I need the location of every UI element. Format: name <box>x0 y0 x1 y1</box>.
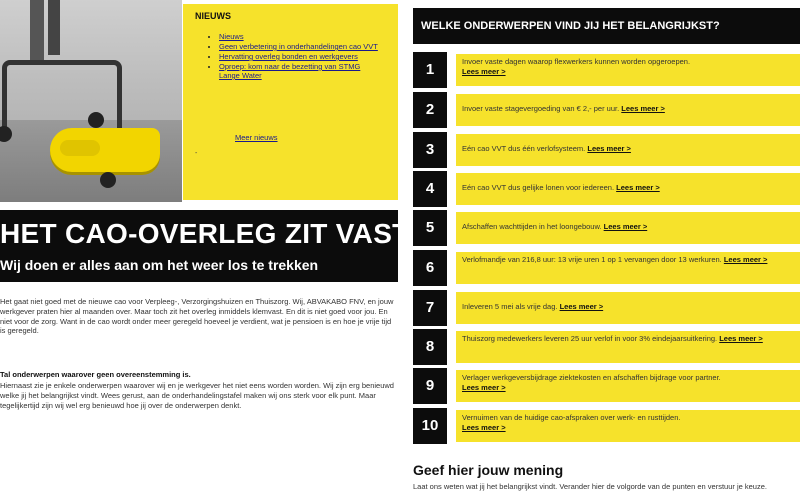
topic-box <box>456 94 800 126</box>
read-more-link[interactable]: Lees meer > <box>616 183 660 192</box>
topic-text: Verlager werkgeversbijdrage ziektekosten en afschaffen bijdrage voor partner. <box>462 373 721 382</box>
topic-text: Verlofmandje van 216,8 uur: 13 vrije uren 1 op 1 vervangen door 13 werkuren. <box>462 255 722 264</box>
more-news-link[interactable]: Meer nieuws <box>235 133 278 142</box>
read-more-link[interactable]: Lees meer > <box>603 222 648 231</box>
topic-box <box>456 410 800 442</box>
read-more-link[interactable]: Lees meer > <box>462 382 506 392</box>
topic-number: 4 <box>413 171 447 207</box>
intro-subheading: Tal onderwerpen waarover geen overeenstemming is. <box>0 370 191 379</box>
news-link[interactable]: Nieuws <box>219 32 244 41</box>
topic-box <box>456 331 800 363</box>
topic-number: 6 <box>413 250 447 286</box>
topic-row <box>413 250 800 286</box>
opinion-text: Laat ons weten wat jij het belangrijkst vindt. Verander hier de volgorde van de punten en verstuur je keuze. <box>413 482 767 491</box>
photo-wheel <box>100 172 116 188</box>
topic-text: Eén cao VVT dus gelijke lonen voor iedereen. <box>462 183 615 192</box>
topic-number: 3 <box>413 132 447 168</box>
topic-number: 8 <box>413 329 447 365</box>
intro-paragraph: Het gaat niet goed met de nieuwe cao voor Verpleeg-, Verzorgingshuizen en Thuiszorg. Wij, ABVAKABO FNV, en jouw werkgever praten hier al maanden over. Maar toch zit het overleg inmiddels klemvast. En dit is niet goed voor jou. En niet voor de zorg. Want in de cao wordt onder meer geregeld hoeveel je verdient, wat je pensioen is en hoe je vrije tijd is geregeld. <box>0 297 394 336</box>
read-more-link[interactable]: Lees meer > <box>587 144 631 153</box>
topic-row <box>413 368 800 404</box>
topic-row <box>413 171 800 207</box>
topic-text: Invoer vaste stagevergoeding van € 2,- per uur. <box>462 104 620 113</box>
news-item <box>219 62 379 80</box>
topic-row <box>413 52 800 88</box>
topic-box <box>456 292 800 324</box>
read-more-link[interactable]: Lees meer > <box>723 255 768 264</box>
news-link[interactable]: Oproep: kom naar de bezetting van STMG Lange Water <box>219 62 361 80</box>
topic-number: 1 <box>413 52 447 88</box>
photo-walker <box>2 60 122 135</box>
page-title: HET CAO-OVERLEG ZIT VAST <box>0 218 410 249</box>
read-more-link[interactable]: Lees meer > <box>559 302 604 311</box>
topics-header <box>413 8 800 44</box>
opinion-heading: Geef hier jouw mening <box>413 462 564 478</box>
read-more-link[interactable]: Lees meer > <box>462 422 506 432</box>
news-link[interactable]: Geen verbetering in onderhandelingen cao VVT <box>219 42 378 51</box>
topic-box <box>456 252 800 284</box>
topic-text: Thuiszorg medewerkers leveren 25 uur verlof in voor 3% eindejaarsuitkering. <box>462 334 718 343</box>
topic-row <box>413 132 800 168</box>
topic-text: Eén cao VVT dus één verlofsysteem. <box>462 144 586 153</box>
news-link[interactable]: Hervatting overleg bonden en werkgevers <box>219 52 358 61</box>
topic-row <box>413 290 800 326</box>
topic-row <box>413 92 800 128</box>
topic-row <box>413 408 800 444</box>
topic-number: 7 <box>413 290 447 326</box>
news-dash: - <box>195 150 198 157</box>
photo-person-leg <box>48 0 60 55</box>
topic-row <box>413 329 800 365</box>
read-more-link[interactable]: Lees meer > <box>719 334 763 343</box>
topic-number: 2 <box>413 92 447 128</box>
news-item <box>219 32 379 41</box>
topic-text: Vernuimen van de huidige cao-afspraken over werk- en rusttijden. <box>462 413 681 422</box>
topic-text: Afschaffen wachttijden in het loongebouw. <box>462 222 602 231</box>
topic-box <box>456 212 800 244</box>
topic-text: Inleveren 5 mei als vrije dag. <box>462 302 558 311</box>
photo-wheel-clamp-detail <box>60 140 100 156</box>
topic-box <box>456 54 800 86</box>
news-heading: NIEUWS <box>195 11 231 21</box>
read-more-link[interactable]: Lees meer > <box>621 104 665 113</box>
topic-number: 5 <box>413 210 447 246</box>
news-item <box>219 52 379 61</box>
read-more-link[interactable]: Lees meer > <box>462 66 506 76</box>
topic-box <box>456 134 800 166</box>
page-subtitle: Wij doen er alles aan om het weer los te trekken <box>0 257 319 273</box>
news-list <box>207 32 379 81</box>
intro-paragraph-2: Hiernaast zie je enkele onderwerpen waarover wij en je werkgever het niet eens worden worden. Wij zijn erg benieuwd welke jij het belangrijkst vindt. Wees gerust, aan de onderhandelingstafel maken wij ons sterk voor elk punt. Maar tegelijkertijd zijn wij wel erg benieuwd hoe jij over de onderwerpen denkt. <box>0 381 394 410</box>
topic-box <box>456 370 800 402</box>
photo-wheel <box>88 112 104 128</box>
topic-number: 10 <box>413 408 447 444</box>
news-box <box>183 4 398 200</box>
hero-photo <box>0 0 182 202</box>
photo-person-leg <box>30 0 44 60</box>
headline-banner <box>0 210 410 282</box>
topic-box <box>456 173 800 205</box>
topic-number: 9 <box>413 368 447 404</box>
news-item <box>219 42 379 51</box>
topic-text: Invoer vaste dagen waarop flexwerkers kunnen worden opgeroepen. <box>462 57 691 66</box>
topics-header-text: WELKE ONDERWERPEN VIND JIJ HET BELANGRIJKST? <box>421 20 720 32</box>
topic-row <box>413 210 800 246</box>
